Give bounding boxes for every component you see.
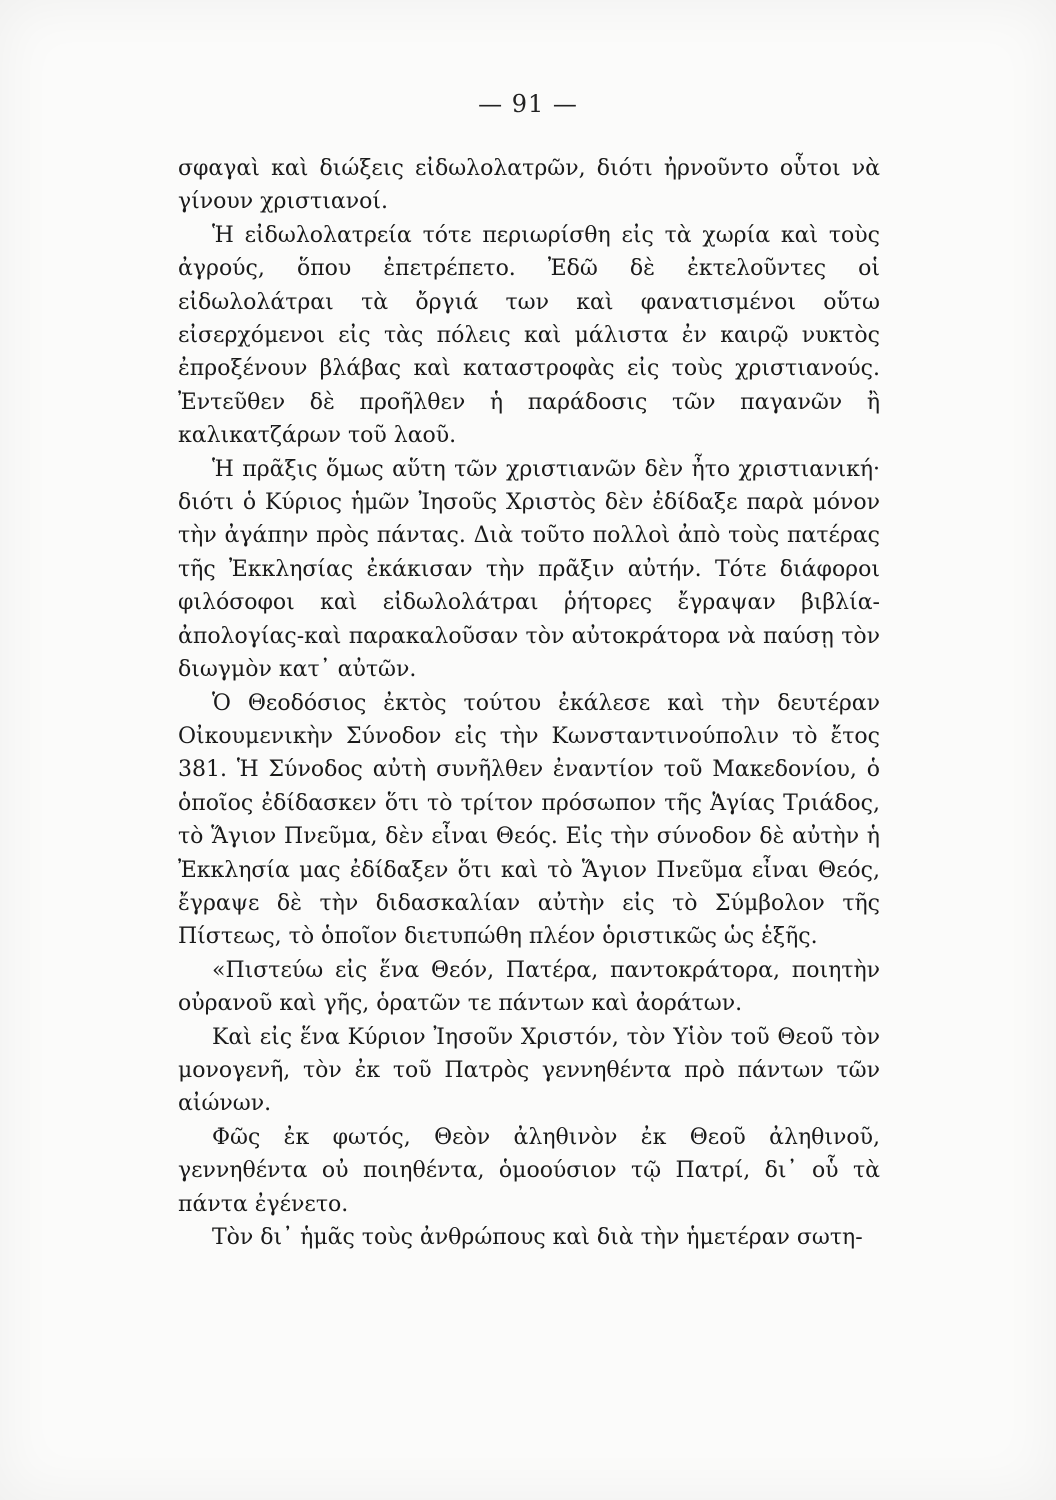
paragraph-continuation: σφαγαὶ καὶ διώξεις εἰδωλολατρῶν, διότι ἠρνοῦντο οὗτοι νὰ γίνουν χριστιανοί. [178, 156, 880, 215]
page-number: — 91 — [478, 90, 578, 118]
creed-line-4: Τὸν δι᾽ ἡμᾶς τοὺς ἀνθρώπους καὶ διὰ τὴν ἡμετέραν σωτη- [212, 1225, 863, 1250]
creed-line-3: Φῶς ἐκ φωτός, Θεὸν ἀληθινὸν ἐκ Θεοῦ ἀληθινοῦ, γεννηθέντα οὐ ποιηθέντα, ὁμοούσιον τῷ Πατρί, δι᾽ οὗ τὰ πάντα ἐγένετο. [178, 1124, 880, 1217]
body-text [178, 152, 880, 1254]
paragraph-idolatry: Ἡ εἰδωλολατρεία τότε περιωρίσθη εἰς τὰ χωρία καὶ τοὺς ἀγρούς, ὅπου ἐπετρέπετο. Ἐδῶ δὲ ἐκτελοῦντες οἱ εἰδωλολάτραι τὰ ὄργιά των καὶ φανατισμένοι οὕτω εἰσερχόμενοι εἰς τὰς πόλεις καὶ μάλιστα ἐν καιρῷ νυκτὸς ἐπροξένουν βλάβας καὶ καταστροφὰς εἰς τοὺς χριστιανούς. Ἐντεῦθεν δὲ προῆλθεν ἡ παράδοσις τῶν παγανῶν ἢ καλικατζάρων τοῦ λαοῦ. [178, 222, 880, 449]
paragraph-action: Ἡ πρᾶξις ὅμως αὕτη τῶν χριστιανῶν δὲν ἦτο χριστιανική· διότι ὁ Κύριος ἡμῶν Ἰησοῦς Χριστὸς δὲν ἐδίδαξε παρὰ μόνον τὴν ἀγάπην πρὸς πάντας. Διὰ τοῦτο πολλοὶ ἀπὸ τοὺς πατέρας τῆς Ἐκκλησίας ἐκάκισαν τὴν πρᾶξιν αὐτήν. Τότε διάφοροι φιλόσοφοι καὶ εἰδωλολάτραι ῥήτορες ἔγραψαν βιβλία-ἀπολογίας-καὶ παρακαλοῦσαν τὸν αὐτοκράτορα νὰ παύσῃ τὸν διωγμὸν κατ᾽ αὐτῶν. [178, 456, 880, 683]
creed-line-2: Καὶ εἰς ἕνα Κύριον Ἰησοῦν Χριστόν, τὸν Υἱὸν τοῦ Θεοῦ τὸν μονογενῆ, τὸν ἐκ τοῦ Πατρὸς γεννηθέντα πρὸ πάντων τῶν αἰώνων. [178, 1024, 880, 1117]
paragraph-theodosius: Ὁ Θεοδόσιος ἐκτὸς τούτου ἐκάλεσε καὶ τὴν δευτέραν Οἰκουμενικὴν Σύνοδον εἰς τὴν Κωνσταντινούπολιν τὸ ἔτος 381. Ἡ Σύνοδος αὐτὴ συνῆλθεν ἐναντίον τοῦ Μακεδονίου, ὁ ὁποῖος ἐδίδασκεν ὅτι τὸ τρίτον πρόσωπον τῆς Ἁγίας Τριάδος, τὸ Ἅγιον Πνεῦμα, δὲν εἶναι Θεός. Εἰς τὴν σύνοδον δὲ αὐτὴν ἡ Ἐκκλησία μας ἐδίδαξεν ὅτι καὶ τὸ Ἅγιον Πνεῦμα εἶναι Θεός, ἔγραψε δὲ τὴν διδασκαλίαν αὐτὴν εἰς τὸ Σύμβολον τῆς Πίστεως, τὸ ὁποῖον διετυπώθη πλέον ὁριστικῶς ὡς ἑξῆς. [178, 690, 880, 950]
creed-line-1: «Πιστεύω εἰς ἕνα Θεόν, Πατέρα, παντοκράτορα, ποιητὴν οὐρανοῦ καὶ γῆς, ὁρατῶν τε πάντων καὶ ἀοράτων. [178, 957, 880, 1017]
